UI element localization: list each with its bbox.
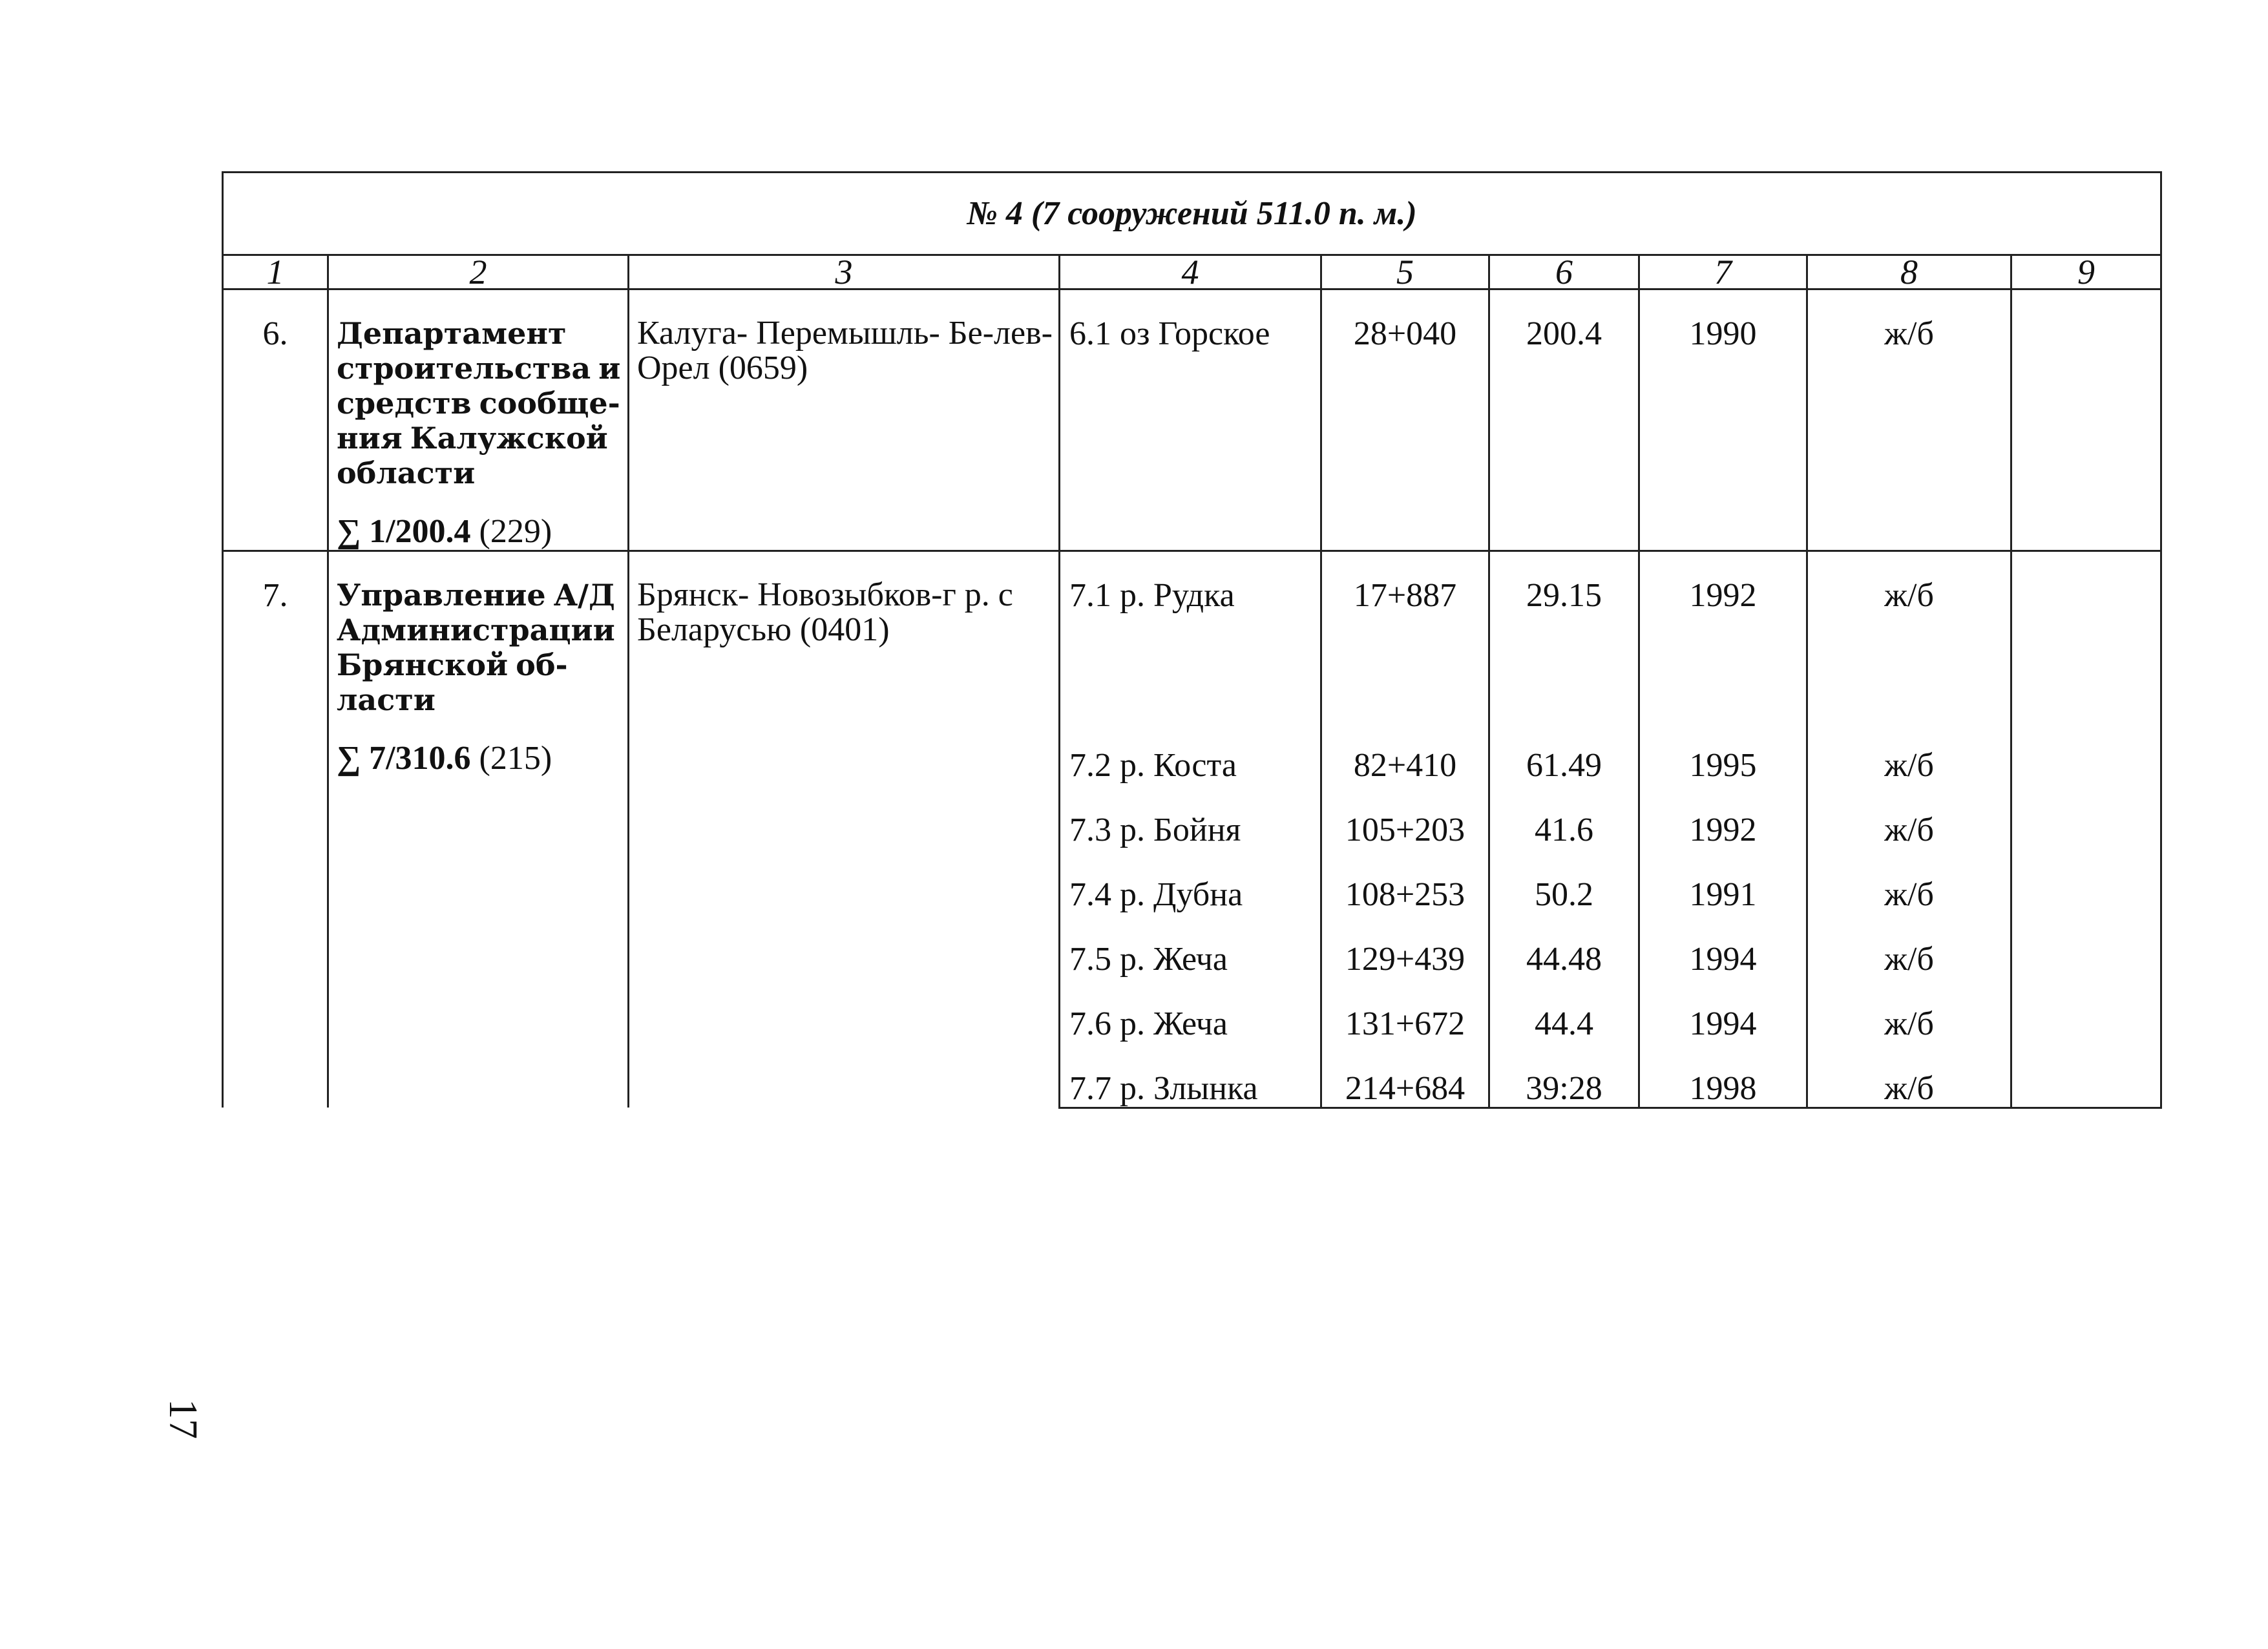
structure-note: [2011, 848, 2161, 913]
organization-cell: [328, 551, 629, 1108]
road-name: Брянск- Новозыбков-г р. с Беларусью (0401): [637, 576, 1013, 648]
structure-material: ж/б: [1807, 784, 2011, 848]
structure-year: 1998: [1639, 1042, 1807, 1108]
structure-material: ж/б: [1807, 289, 2011, 551]
column-numbers-row: [223, 255, 2161, 289]
column-number: 1: [223, 255, 328, 289]
road-cell: [629, 551, 1060, 1108]
structure-note: [2011, 289, 2161, 551]
structure-note: [2011, 978, 2161, 1042]
structure-note: [2011, 784, 2161, 848]
structure-name: 7.2 р. Коста: [1060, 732, 1321, 784]
structure-length: 39:28: [1489, 1042, 1639, 1108]
structure-material: ж/б: [1807, 913, 2011, 978]
structure-year: 1994: [1639, 913, 1807, 978]
structure-name: 7.7 р. Злынка: [1060, 1042, 1321, 1108]
structure-km: 131+672: [1321, 978, 1489, 1042]
structure-length: 44.48: [1489, 913, 1639, 978]
structure-year: 1990: [1639, 289, 1807, 551]
organization-name: Департамент строительства и средств сообще-ния Калужской области: [337, 316, 621, 490]
road-cell: [629, 289, 1060, 551]
structure-year: 1992: [1639, 551, 1807, 732]
table-title: № 4 (7 сооружений 511.0 п. м.): [223, 173, 2161, 255]
structure-name: 7.4 р. Дубна: [1060, 848, 1321, 913]
structure-km: 28+040: [1321, 289, 1489, 551]
structure-km: 129+439: [1321, 913, 1489, 978]
structure-note: [2011, 913, 2161, 978]
structures-table: [222, 171, 2162, 1109]
organization-cell: [328, 289, 629, 551]
structure-year: 1994: [1639, 978, 1807, 1042]
structure-material: ж/б: [1807, 1042, 2011, 1108]
summary-value: ∑ 1/200.4: [337, 513, 471, 550]
structure-km: 108+253: [1321, 848, 1489, 913]
structure-km: 105+203: [1321, 784, 1489, 848]
structure-note: [2011, 732, 2161, 784]
structure-length: 200.4: [1489, 289, 1639, 551]
column-number: 3: [629, 255, 1060, 289]
structure-name: 7.6 р. Жеча: [1060, 978, 1321, 1042]
road-name: Калуга- Перемышль- Бе-лев- Орел (0659): [637, 315, 1053, 386]
structure-km: 82+410: [1321, 732, 1489, 784]
column-number: 9: [2011, 255, 2161, 289]
column-number: 2: [328, 255, 629, 289]
organization-summary: [337, 514, 624, 550]
structure-length: 41.6: [1489, 784, 1639, 848]
structure-name: 7.1 р. Рудка: [1060, 551, 1321, 732]
structure-length: 44.4: [1489, 978, 1639, 1042]
structure-length: 61.49: [1489, 732, 1639, 784]
structure-material: ж/б: [1807, 551, 2011, 732]
structure-name: 6.1 оз Горское: [1060, 289, 1321, 551]
structure-km: 17+887: [1321, 551, 1489, 732]
column-number: 4: [1060, 255, 1321, 289]
column-number: 7: [1639, 255, 1807, 289]
table-row: [223, 289, 2161, 551]
column-number: 5: [1321, 255, 1489, 289]
organization-name: Управление А/Д Администрации Брянской об-ласти: [337, 578, 615, 717]
table-row: [223, 551, 2161, 732]
structure-length: 29.15: [1489, 551, 1639, 732]
column-number: 8: [1807, 255, 2011, 289]
summary-count: (215): [470, 740, 552, 777]
structure-note: [2011, 551, 2161, 732]
column-number: 6: [1489, 255, 1639, 289]
structure-material: ж/б: [1807, 978, 2011, 1042]
structure-note: [2011, 1042, 2161, 1108]
structure-name: 7.5 р. Жеча: [1060, 913, 1321, 978]
organization-summary: [337, 740, 624, 777]
page-number: 17: [161, 1399, 205, 1439]
structure-name: 7.3 р. Бойня: [1060, 784, 1321, 848]
structure-year: 1995: [1639, 732, 1807, 784]
structure-km: 214+684: [1321, 1042, 1489, 1108]
summary-count: (229): [470, 513, 552, 550]
structure-year: 1991: [1639, 848, 1807, 913]
structure-material: ж/б: [1807, 848, 2011, 913]
group-number: 6.: [223, 289, 328, 551]
structure-length: 50.2: [1489, 848, 1639, 913]
group-number: 7.: [223, 551, 328, 1108]
structure-year: 1992: [1639, 784, 1807, 848]
table-title-row: [223, 173, 2161, 255]
summary-value: ∑ 7/310.6: [337, 740, 471, 777]
structure-material: ж/б: [1807, 732, 2011, 784]
